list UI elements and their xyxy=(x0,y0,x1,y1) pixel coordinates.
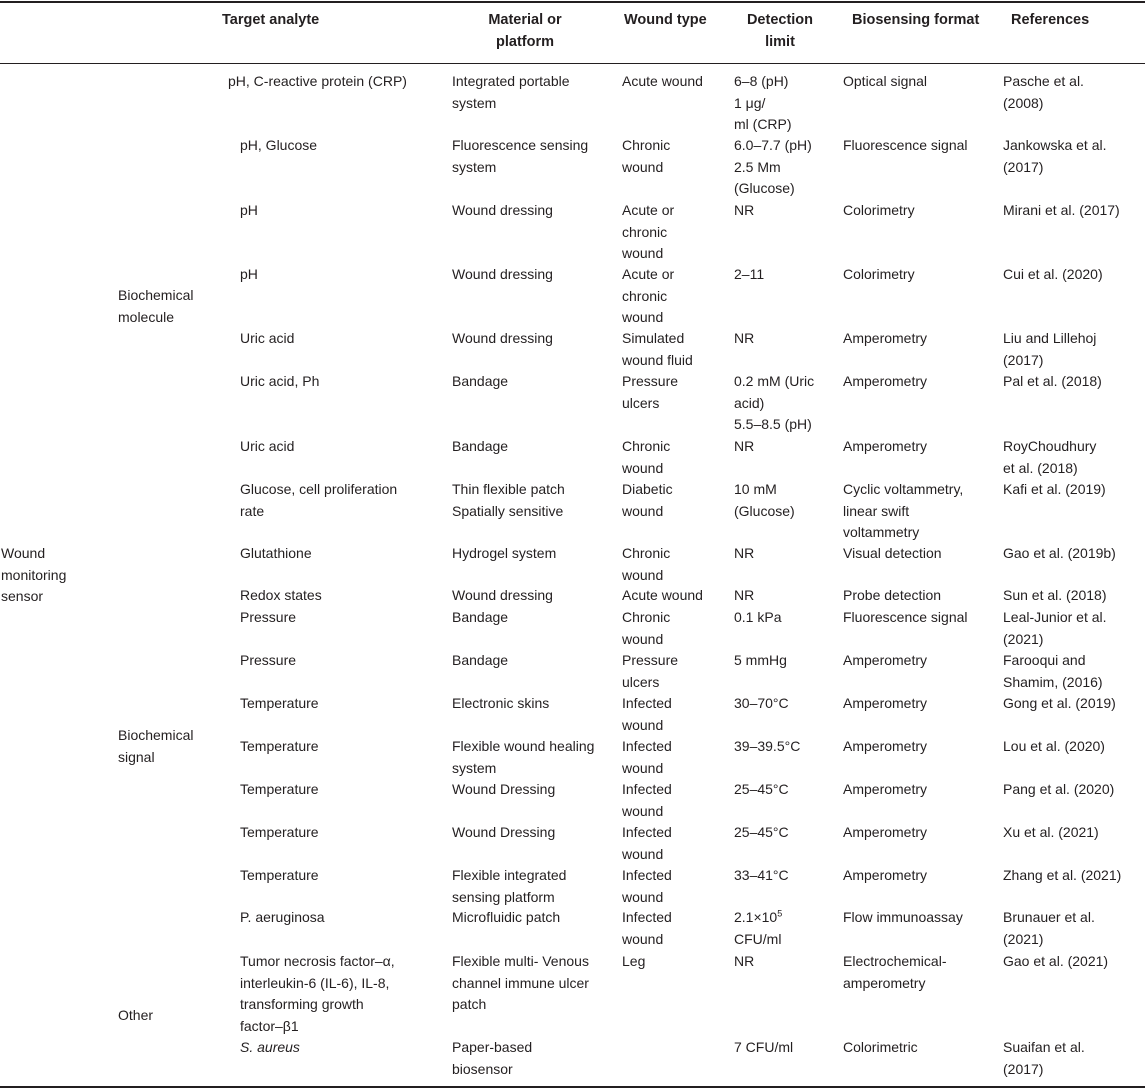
cell-format: Amperometry xyxy=(843,652,928,668)
cell-wound-type: Chronic wound xyxy=(622,609,671,647)
header-detection-limit: Detection limit xyxy=(746,12,814,50)
header-rule xyxy=(0,63,1145,64)
cell-format: Probe detection xyxy=(843,587,942,603)
cell-detection-limit: NR xyxy=(734,587,755,603)
cell-wound-type: Chronic wound xyxy=(622,545,671,583)
cell-detection-limit xyxy=(734,907,829,950)
cell-reference: Gao et al. (2021) xyxy=(1003,953,1109,969)
cell-material: Microfluidic patch xyxy=(452,909,561,925)
cell-format: Amperometry xyxy=(843,824,928,840)
cell-reference: RoyChoudhury et al. (2018) xyxy=(1003,438,1097,476)
cell-reference: Pang et al. (2020) xyxy=(1003,781,1115,797)
cell-material: Fluorescence sensing system xyxy=(452,137,589,175)
cell-format: Electrochemical- amperometry xyxy=(843,953,947,991)
cell-material: Wound dressing xyxy=(452,330,553,346)
cell-detection-limit: NR xyxy=(734,545,755,561)
header-biosensing-format: Biosensing format xyxy=(852,12,980,28)
cell-format: Flow immunoassay xyxy=(843,909,963,925)
group-label: Wound monitoring sensor xyxy=(1,545,67,604)
cell-reference: Mirani et al. (2017) xyxy=(1003,202,1120,218)
cell-wound-type: Pressure ulcers xyxy=(622,652,679,690)
cell-detection-limit: NR xyxy=(734,202,755,218)
cell-detection-limit: 0.1 kPa xyxy=(734,609,782,625)
cell-reference: Jankowska et al. (2017) xyxy=(1003,137,1107,175)
cell-wound-type: Chronic wound xyxy=(622,438,671,476)
cell-analyte: Tumor necrosis factor–α, interleukin-6 (IL-6), IL-8, transforming growth factor–β1 xyxy=(240,953,395,1034)
cell-reference: Pal et al. (2018) xyxy=(1003,373,1102,389)
category-biochemical-signal: Biochemical signal xyxy=(118,727,194,765)
category-biochemical-molecule: Biochemical molecule xyxy=(118,287,194,325)
cell-reference: Lou et al. (2020) xyxy=(1003,738,1105,754)
cell-wound-type: Infected wound xyxy=(622,824,672,862)
cell-format: Amperometry xyxy=(843,738,928,754)
cell-reference: Pasche et al. (2008) xyxy=(1003,73,1084,111)
cell-wound-type: Acute wound xyxy=(622,587,703,603)
cell-analyte: S. aureus xyxy=(240,1039,300,1055)
cell-format: Optical signal xyxy=(843,73,928,89)
cell-material: Flexible multi- Venous channel immune ulcer patch xyxy=(452,953,589,1012)
cell-analyte: P. aeruginosa xyxy=(240,909,325,925)
cell-reference: Gong et al. (2019) xyxy=(1003,695,1116,711)
cell-detection-limit: 2–11 xyxy=(734,266,765,282)
cell-material: Bandage xyxy=(452,373,509,389)
cell-format: Amperometry xyxy=(843,330,928,346)
cell-detection-limit: 6–8 (pH) 1 μg/ ml (CRP) xyxy=(734,73,792,132)
cell-wound-type: Infected wound xyxy=(622,909,672,947)
bottom-rule xyxy=(0,1086,1145,1088)
cell-material: Wound dressing xyxy=(452,202,553,218)
cell-detection-limit: 25–45°C xyxy=(734,781,789,797)
cell-detection-limit: 10 mM (Glucose) xyxy=(734,481,795,519)
cell-material: Electronic skins xyxy=(452,695,550,711)
cell-analyte: Pressure xyxy=(240,609,297,625)
cell-reference: Brunauer et al. (2021) xyxy=(1003,909,1095,947)
cell-analyte: Uric acid xyxy=(240,330,295,346)
cell-wound-type: Infected wound xyxy=(622,738,672,776)
cell-analyte: Uric acid, Ph xyxy=(240,373,320,389)
cell-analyte: pH xyxy=(240,202,258,218)
cell-detection-limit: 5 mmHg xyxy=(734,652,787,668)
cell-analyte: Redox states xyxy=(240,587,322,603)
cell-detection-limit: 6.0–7.7 (pH) 2.5 Mm (Glucose) xyxy=(734,137,812,196)
cell-wound-type: Pressure ulcers xyxy=(622,373,679,411)
cell-format: Cyclic voltammetry, linear swift voltammetry xyxy=(843,481,964,540)
cell-reference: Gao et al. (2019b) xyxy=(1003,545,1116,561)
header-target-analyte: Target analyte xyxy=(222,12,320,28)
detection-limit-base: 2.1×10 xyxy=(734,909,778,925)
cell-analyte: Temperature xyxy=(240,738,319,754)
cell-format: Amperometry xyxy=(843,695,928,711)
cell-format: Visual detection xyxy=(843,545,942,561)
cell-detection-limit: NR xyxy=(734,438,755,454)
cell-format: Fluorescence signal xyxy=(843,137,968,153)
cell-material: Wound dressing xyxy=(452,266,553,282)
detection-limit-exponent: 5 xyxy=(777,908,783,919)
cell-material: Bandage xyxy=(452,609,509,625)
cell-wound-type: Leg xyxy=(622,953,646,969)
cell-reference: Cui et al. (2020) xyxy=(1003,266,1103,282)
cell-analyte: Temperature xyxy=(240,867,319,883)
top-rule xyxy=(0,1,1145,3)
cell-material: Thin flexible patch Spatially sensitive xyxy=(452,481,565,519)
cell-analyte: Temperature xyxy=(240,695,319,711)
cell-material: Integrated portable system xyxy=(452,73,570,111)
cell-material: Wound Dressing xyxy=(452,824,556,840)
cell-wound-type: Simulated wound fluid xyxy=(622,330,693,368)
cell-analyte: pH, C-reactive protein (CRP) xyxy=(228,73,407,89)
cell-reference: Kafi et al. (2019) xyxy=(1003,481,1106,497)
cell-wound-type: Acute or chronic wound xyxy=(622,266,675,325)
cell-format: Amperometry xyxy=(843,781,928,797)
cell-reference: Sun et al. (2018) xyxy=(1003,587,1107,603)
cell-material: Paper-based biosensor xyxy=(452,1039,533,1077)
cell-format: Amperometry xyxy=(843,438,928,454)
cell-material: Hydrogel system xyxy=(452,545,557,561)
cell-format: Fluorescence signal xyxy=(843,609,968,625)
cell-wound-type: Chronic wound xyxy=(622,137,671,175)
cell-material: Flexible integrated sensing platform xyxy=(452,867,567,905)
cell-analyte: Pressure xyxy=(240,652,297,668)
category-other: Other xyxy=(118,1007,154,1023)
cell-detection-limit: 30–70°C xyxy=(734,695,789,711)
cell-analyte: pH xyxy=(240,266,258,282)
cell-detection-limit: 25–45°C xyxy=(734,824,789,840)
cell-detection-limit: NR xyxy=(734,953,755,969)
cell-reference: Leal-Junior et al. (2021) xyxy=(1003,609,1107,647)
cell-format: Amperometry xyxy=(843,373,928,389)
cell-detection-limit: 7 CFU/ml xyxy=(734,1039,794,1055)
cell-format: Colorimetry xyxy=(843,202,915,218)
cell-detection-limit: NR xyxy=(734,330,755,346)
cell-analyte: Glutathione xyxy=(240,545,312,561)
cell-format: Colorimetric xyxy=(843,1039,918,1055)
cell-reference: Xu et al. (2021) xyxy=(1003,824,1099,840)
cell-material: Wound dressing xyxy=(452,587,553,603)
cell-wound-type: Diabetic wound xyxy=(622,481,673,519)
cell-analyte: Glucose, cell proliferation rate xyxy=(240,481,398,519)
cell-material: Wound Dressing xyxy=(452,781,556,797)
header-wound-type: Wound type xyxy=(624,12,707,28)
cell-wound-type: Acute or chronic wound xyxy=(622,202,675,261)
cell-analyte: Uric acid xyxy=(240,438,295,454)
cell-detection-limit: 39–39.5°C xyxy=(734,738,801,754)
cell-wound-type: Acute wound xyxy=(622,73,703,89)
cell-material: Bandage xyxy=(452,652,509,668)
cell-detection-limit: 0.2 mM (Uric acid) 5.5–8.5 (pH) xyxy=(734,373,815,432)
detection-limit-unit: CFU/ml xyxy=(734,930,782,947)
cell-analyte: Temperature xyxy=(240,781,319,797)
cell-reference: Liu and Lillehoj (2017) xyxy=(1003,330,1097,368)
cell-wound-type: Infected wound xyxy=(622,867,672,905)
cell-detection-limit: 33–41°C xyxy=(734,867,789,883)
cell-material: Flexible wound healing system xyxy=(452,738,595,776)
cell-format: Colorimetry xyxy=(843,266,915,282)
cell-reference: Suaifan et al. (2017) xyxy=(1003,1039,1085,1077)
cell-reference: Farooqui and Shamim, (2016) xyxy=(1003,652,1103,690)
cell-wound-type: Infected wound xyxy=(622,781,672,819)
header-material: Material or platform xyxy=(488,12,562,50)
cell-analyte: pH, Glucose xyxy=(240,137,318,153)
cell-format: Amperometry xyxy=(843,867,928,883)
cell-material: Bandage xyxy=(452,438,509,454)
cell-analyte: Temperature xyxy=(240,824,319,840)
header-references: References xyxy=(1011,12,1090,28)
cell-wound-type: Infected wound xyxy=(622,695,672,733)
cell-reference: Zhang et al. (2021) xyxy=(1003,867,1122,883)
